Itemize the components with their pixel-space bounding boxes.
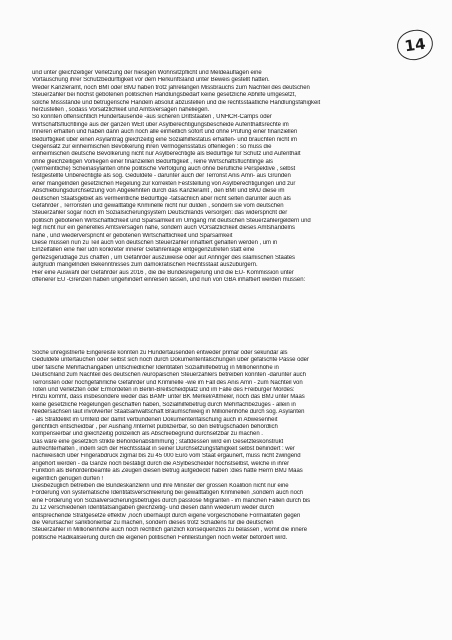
text-line: politische Radikalisierung durch die eigenen politischen Fehlleistungen noch weiter befördert wird.	[32, 534, 288, 541]
text-line: keine gesetzliche Regelungen geschaffen haben, Sozialhilfebetrug durch Mehrfachbezuges - allein in	[32, 401, 296, 408]
text-line: Steuerzahler bei höchst gebotenen politischen Handlungsbedarf keine gesetzliche Abhilfe umgesetzt,	[32, 92, 296, 99]
text-line: und unter gleichzeitiger Verletzung der hiesigen Wohnsitzpflicht und Meldeauflagen eine	[32, 70, 262, 76]
text-line: aufgrudn mangelnden Bekenntnisses zum damokratischen Rechtsstaat auszubürgern.	[32, 262, 258, 269]
text-line: Soche unregistrierte Eingereiste konnten zu Hundertausenden entweder primär oder sekundär als	[32, 350, 288, 356]
text-line: Inneren erhalten und haben dann auch noch alle einheitlich sofort und ohne Prüfung einer finanziellen	[32, 129, 298, 136]
text-line: - als Strafdelikt im Umfeld der damit verbundenen Dokumentenfälschung auch in Abwesenheit	[32, 416, 278, 423]
text-line: aufrechterhalten , indem sich der Rechtsstaat in seiner Durchsetzungsfähigkeit selbst behindert : wer	[32, 446, 295, 453]
text-line: legt nicht nur ein generelles Amtsversagen nahe, sondern auch VOrsätzlichkeit dieses Amtshandelns	[32, 225, 295, 232]
text-line: Geduldete untertauchen oder selbst sich noch durch Dokumentenfälschungen über gefälschte Pässe oder	[32, 357, 309, 364]
text-line: Hier eine Auswahl der Gefährder aus 2016 , die die Bundesregierung und die EU- Kommission unter	[32, 269, 294, 276]
text-line: nachweislich über Fingerabdruck zigmal bis zu 45 000 Euro vom Staat ergaunert, muss nicht zwingend	[32, 453, 301, 460]
paragraph-block-1	[32, 70, 424, 284]
text-line: einheimischen deutsche Bevölkerung nicht nur Asylberechtigte als Bedürftige für Schutz und Aufenthalt	[32, 151, 301, 158]
text-line: Hinzu kommt, dass insbesondere weder das BAMF unter BK Merkel/Altmeier, noch das BMJ unter Maas	[32, 394, 305, 401]
text-line: ohne gleichzeitigen Vorliegen einer finanziellen Bedürftigkeit , reine Wirtschaftsflüchtlinge als	[32, 158, 273, 165]
text-line: (vermeintliche) Scheinasylanten ohne politische Verfolgung auch ohne berufliche Perspektive , selbst	[32, 166, 296, 173]
text-line: Diesbezüglich betreiben die Bundeskanzlerin und ihre Minister der grossen Koalition nicht nur eine	[32, 483, 289, 490]
text-line: deutschen Staatsgebiet als vermeintliche Bedürftige -tatsächlich aber nicht selten darunter auch als	[32, 195, 291, 202]
text-line: über falsche Mehrfachangaben untschiedlicher Identitäten Sozialhilfebetrug in Millionenhöhe in	[32, 364, 279, 371]
text-line: angehört werden - da Ganze noch bestätigt durch die ASylbescheider höchstselbst, welche in ihrer	[32, 460, 290, 467]
text-line: gertezsgerudlage zus chaffen , um Gefährder auszuweise oder auf Anhnger des islamischen Staates	[32, 254, 295, 261]
text-line: offenerer EU -Grenzen haben ungehindert einreisen lassen, und nun von GBA inhaftiert werden müssen:	[32, 276, 306, 283]
text-line: festgestellte Unberechtigte als sog. Geduldete - darunter auch der Terrorist Anis Amri- aus Gründen	[32, 173, 291, 180]
text-line: Weder Kanzleramt, noch BMI oder BMJ haben trotz jahrelangen Missbrauchs zum Nachteil des deutschen	[32, 84, 310, 91]
text-line: die Verursacher sanktionierbar zu machen, sondern dieses trotz Schadens für die deutschen	[32, 519, 274, 526]
text-line: Wirtschaftsflüchtlinge aus der ganzen WElt über Asylberechtigungsbescheide Aufenthaltsrechte im	[32, 121, 289, 128]
text-line: Steuerzahler in Millionenhöhe auch noch rechtlich gänzlich konsequenzlos zu belassen , womit die innere	[32, 527, 308, 534]
text-line: nahe , und wiederverspricht er gebotenen Wirtschaftlichkeit und Sparsamkeit	[32, 232, 233, 239]
paragraph-block-2	[32, 350, 424, 542]
text-line: Deutschland zum Nachteil des deutschen /europäischen Steuerzahlers betreiben konnten -darunter auch	[32, 372, 306, 379]
text-line: Abschiebungsdurchsetzung von Abgelehnten durch das Kanzleramt , den BMI und BMJ diese im	[32, 188, 285, 195]
text-line: Diese müssen nun zu Teil auch von deutschen Steuerzahler inhaftiert gehalten werden , um in	[32, 239, 278, 246]
text-line: Niedersachsen laut involvierter Staatsanwaltschaft Braumschweig in Millionenhöhe durch sog. Asylanten	[32, 409, 305, 416]
text-line: kompensierbar und gleichzeitig polizeilich als Abschiebegrund durchsetzbar zu machen .	[32, 431, 263, 438]
text-line: Funktion als Behördenbeamte als Zeugen diesen Betrug aufgedeckt haben :dies hätte Herrn BMJ Maas	[32, 468, 303, 475]
text-line: Gefährder , Terroristen und gewalttätige Kriminelle nicht nur dulden , sondern sie vom deutschen	[32, 203, 284, 210]
text-line: Toten und Verletzten oder Ermordeten in Berlin-Breitscheidplatz und im Falle des Freiburger Mordes:	[32, 386, 295, 393]
text-line: Vortäuschung ihrer Schutzbedürftigkeit vor dem Herkunftsland unter Beweis gestellt hatten.	[32, 77, 270, 84]
text-line: herzustellen , sodass Vorsatzlichkeit und Amtsversagen naheliegen.	[32, 106, 210, 113]
text-line: Förderung von systematische Identitätsverschleierung bei gewalttätigen Kriminellen ,sondern auch noch	[32, 490, 304, 497]
text-line: eine Förderung von Sozialversicherungsbetruges durch passlose Migranten - im manchen Fällen durch bis	[32, 497, 311, 504]
text-line: Terroristen oder hochgefährliche Gefährder und Kriminelle -wie im Fall des Anis Amri - zum Nachteil von	[32, 379, 303, 386]
text-line: solche Missstände und betrügerische Handeln absolut abzustellen und die rechtsstaatliche Handlungsfähigkeit	[32, 99, 321, 106]
text-line: gerichtlich entscheidbar , per Aushang /Internet publizierbar, so den Betrugschaden behördlich	[32, 423, 278, 430]
handwritten-page-number: 14	[395, 28, 435, 63]
text-line: politisch gebotenen Wirtschaftlichkeit und Sparsamkeit im Umgang mit deutschen Steuerzahlergeldern und	[32, 217, 311, 224]
text-line: entsprechende Strafgesetze effektiv ,noch überhaupt durch eigene vorgeschobene Formalitäten gegen	[32, 512, 301, 519]
text-line: Einzelfällen eine hier udn konkreter innerer Gefährenlage entgegenzutreten statt eine	[32, 247, 255, 254]
text-line: Bedürftigkeit über einen Asylantrag gleichzeitig eine Sozialhilfestatus erhalten- und brauchten nicht im	[32, 136, 297, 143]
text-line: Das wäre eine gesetzlich strikte Behördenabstimmung ; stattdessen wird ein Gesetzteskonstrukt	[32, 438, 284, 445]
text-line: eigentlich genügen dürfen !	[32, 475, 104, 482]
text-line: Steuerzahler sogar noch im Sozialsicherungsystem Deutschlands versorgen: das widerspricht der	[32, 210, 288, 217]
text-line: Gegensatz zur einheimischen Bevölkerung ihren Vermögensstatus offenlegen : so muss die	[32, 143, 272, 150]
text-line: So konnten offensichtlich Hundertausende -aus sicheren Drittstaaten , UNHCR-Camps oder	[32, 114, 272, 121]
text-line: zu 12 verschiedenen Identitätsangaben gleichzeitig- und diesen dann wiederum weder durch	[32, 505, 275, 512]
text-line: einer mangelnden gesetzlichen Regelung zur korrekten Feststellung von Asylberechtigungen und zur	[32, 180, 296, 187]
